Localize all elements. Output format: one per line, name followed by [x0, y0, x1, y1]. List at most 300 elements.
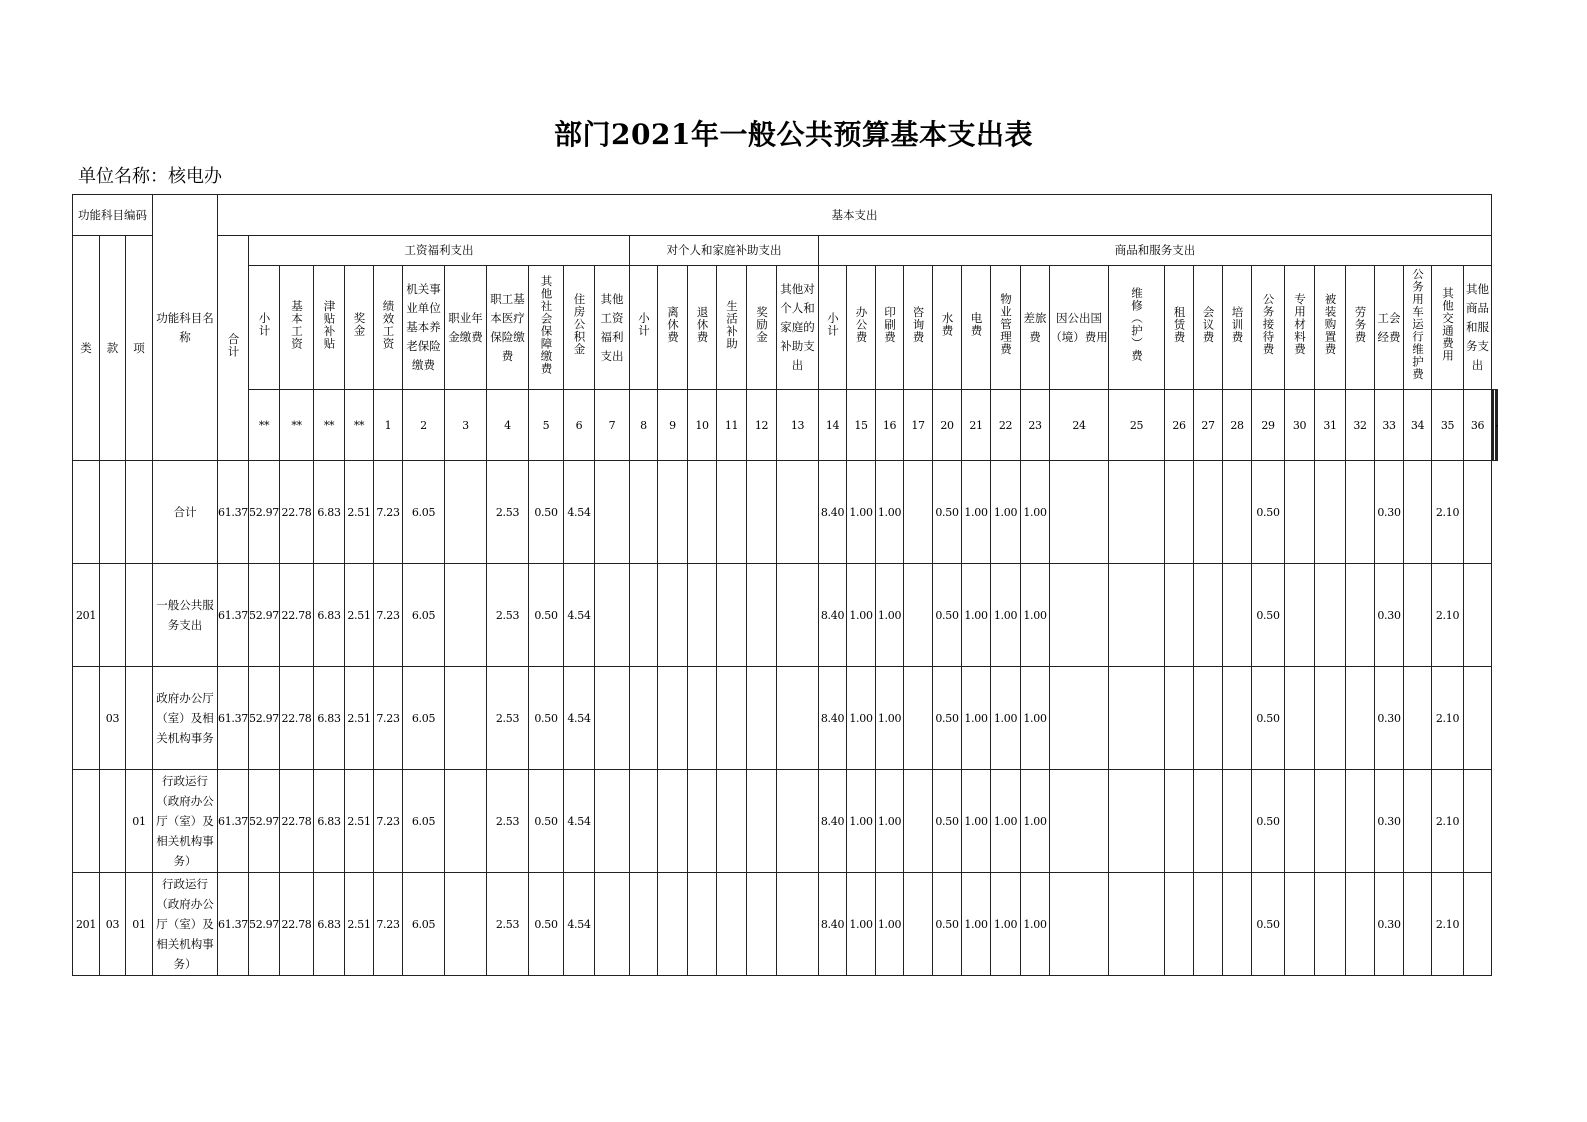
table-cell	[1464, 770, 1492, 873]
header-col-20	[876, 266, 904, 390]
table-cell-text: 1.00	[877, 505, 902, 519]
table-cell	[73, 461, 100, 564]
table-cell	[1109, 770, 1165, 873]
table-cell-text: 7.23	[376, 917, 400, 931]
table-cell	[1404, 461, 1432, 564]
table-cell	[1404, 564, 1432, 667]
table-cell	[445, 564, 487, 667]
table-cell	[1050, 461, 1109, 564]
header-col-13-text: 离休费	[666, 305, 681, 344]
table-cell	[280, 667, 314, 770]
header-col-27-text: 维修（护）费	[1130, 287, 1145, 362]
header-col-1	[249, 266, 280, 390]
row-func-name-text: 政府办公厅（室）及相关机构事务	[156, 691, 214, 745]
header-col-7	[445, 266, 487, 390]
table-cell-text: 1.00	[993, 505, 1018, 519]
table-cell	[1464, 564, 1492, 667]
index-cell-31-text: 30	[1292, 418, 1307, 432]
table-cell	[630, 461, 658, 564]
header-col-4	[345, 266, 374, 390]
table-cell	[819, 667, 847, 770]
header-col-28	[1165, 266, 1194, 390]
table-cell	[1223, 770, 1252, 873]
index-cell-10	[595, 390, 630, 461]
table-cell	[630, 667, 658, 770]
table-cell	[1285, 667, 1315, 770]
table-cell	[1021, 770, 1050, 873]
index-cell-36-text: 35	[1440, 418, 1455, 432]
table-cell	[1346, 770, 1375, 873]
table-cell-text: 61.37	[218, 608, 249, 622]
table-cell-text: 4.54	[567, 711, 591, 725]
header-col-6	[403, 266, 445, 390]
index-cell-2-text: **	[323, 418, 335, 432]
table-cell	[1165, 461, 1194, 564]
index-cell-11-text: 8	[640, 418, 647, 432]
table-cell-text: 1.00	[964, 505, 988, 519]
table-cell	[658, 564, 688, 667]
header-col-3-text: 津贴补贴	[322, 299, 337, 350]
table-cell	[100, 873, 126, 976]
table-cell	[403, 770, 445, 873]
table-cell-text: 0.50	[935, 505, 959, 519]
table-cell	[564, 564, 595, 667]
table-cell	[1165, 564, 1194, 667]
table-cell	[445, 461, 487, 564]
header-col-16-text: 奖励金	[755, 305, 770, 344]
table-cell	[1252, 873, 1285, 976]
table-cell	[991, 461, 1021, 564]
header-col-9	[529, 266, 564, 390]
header-col-36-text: 公务用车运行维护费	[1411, 268, 1426, 381]
header-col-5	[374, 266, 403, 390]
index-cell-15	[747, 390, 777, 461]
index-cell-33-text: 32	[1353, 418, 1367, 432]
index-cell-20-text: 17	[911, 418, 925, 432]
table-cell-text: 2.51	[347, 711, 371, 725]
table-cell-text: 0.50	[534, 814, 558, 828]
header-col-7-text: 职业年金缴费	[448, 310, 483, 344]
table-cell-text: 22.78	[281, 814, 312, 828]
table-cell-text: 03	[105, 917, 120, 931]
table-cell	[73, 564, 100, 667]
table-cell-text: 52.97	[249, 917, 280, 931]
table-cell-text: 2.53	[495, 814, 520, 828]
table-cell	[487, 667, 529, 770]
row-func-name	[153, 873, 218, 976]
header-col-5-text: 绩效工资	[381, 299, 396, 350]
table-cell-text: 6.05	[411, 917, 436, 931]
header-col-38-text: 其他商品和服务支出	[1466, 282, 1490, 372]
header-col-31-text: 公务接待费	[1261, 293, 1276, 356]
table-cell-text: 1.00	[964, 814, 988, 828]
index-cell-0	[249, 390, 280, 461]
table-cell	[218, 564, 249, 667]
table-cell	[487, 873, 529, 976]
table-cell-text: 0.30	[1377, 608, 1401, 622]
table-cell	[126, 770, 153, 873]
index-cell-16	[777, 390, 819, 461]
header-group-wage	[249, 236, 630, 266]
index-cell-29-text: 28	[1230, 418, 1244, 432]
index-cell-2	[314, 390, 345, 461]
table-cell	[1285, 461, 1315, 564]
index-cell-21-text: 20	[940, 418, 954, 432]
header-col-15-text: 生活补助	[725, 299, 740, 350]
header-col-13	[658, 266, 688, 390]
table-cell	[564, 667, 595, 770]
table-cell	[487, 564, 529, 667]
row-func-name	[153, 667, 218, 770]
table-cell	[747, 873, 777, 976]
table-cell-text: 2.53	[495, 505, 520, 519]
table-cell	[374, 770, 403, 873]
table-cell	[249, 667, 280, 770]
table-cell	[777, 770, 819, 873]
table-cell	[658, 770, 688, 873]
header-col-6-text: 机关事业单位基本养老保险缴费	[406, 282, 441, 372]
table-cell	[1464, 667, 1492, 770]
table-row	[73, 873, 1498, 976]
table-cell	[904, 461, 933, 564]
table-cell	[1432, 461, 1464, 564]
index-cell-11	[630, 390, 658, 461]
header-col-3	[314, 266, 345, 390]
table-cell	[564, 770, 595, 873]
table-cell	[345, 461, 374, 564]
header-col-17-text: 其他对个人和家庭的补助支出	[780, 282, 815, 372]
table-cell	[1223, 564, 1252, 667]
table-cell	[73, 667, 100, 770]
table-cell	[747, 770, 777, 873]
table-cell-text: 8.40	[820, 814, 845, 828]
table-cell-text: 1.00	[877, 608, 902, 622]
row-func-name-text: 合计	[173, 505, 197, 519]
table-cell	[991, 770, 1021, 873]
index-cell-25	[1050, 390, 1109, 461]
index-cell-22	[962, 390, 991, 461]
row-func-name	[153, 770, 218, 873]
table-cell	[345, 564, 374, 667]
table-cell-text: 6.83	[317, 608, 341, 622]
table-cell-text: 2.51	[347, 814, 371, 828]
header-col-23	[962, 266, 991, 390]
table-cell	[100, 667, 126, 770]
table-cell	[1165, 667, 1194, 770]
header-func-name-text: 功能科目名称	[156, 310, 214, 344]
table-cell	[630, 564, 658, 667]
table-cell-text: 22.78	[281, 505, 312, 519]
table-cell-text: 4.54	[567, 608, 591, 622]
table-cell	[1375, 770, 1404, 873]
table-cell	[1285, 770, 1315, 873]
index-cell-13-text: 10	[695, 418, 709, 432]
table-cell	[1375, 564, 1404, 667]
table-cell	[280, 873, 314, 976]
table-cell	[717, 873, 747, 976]
index-cell-23-text: 22	[998, 418, 1013, 432]
table-cell-text: 1.00	[964, 711, 988, 725]
table-cell	[1021, 873, 1050, 976]
index-cell-15-text: 12	[754, 418, 769, 432]
table-cell-text: 01	[132, 917, 146, 931]
table-cell	[688, 770, 717, 873]
index-cell-1	[280, 390, 314, 461]
table-cell-text: 61.37	[218, 814, 249, 828]
row-func-name	[153, 564, 218, 667]
index-cell-27-text: 26	[1172, 418, 1186, 432]
index-cell-26-text: 25	[1129, 418, 1144, 432]
header-total-text: 合计	[226, 332, 241, 358]
header-col-2	[280, 266, 314, 390]
row-func-name-text: 行政运行（政府办公厅（室）及相关机构事务）	[156, 877, 214, 971]
table-cell	[717, 770, 747, 873]
table-cell-text: 4.54	[567, 917, 591, 931]
header-col-10-text: 住房公积金	[572, 293, 587, 356]
index-cell-3-text: **	[353, 418, 365, 432]
index-cell-9-text: 6	[575, 418, 583, 432]
index-cell-35-text: 34	[1410, 418, 1425, 432]
table-cell	[847, 461, 876, 564]
table-cell	[487, 770, 529, 873]
table-cell	[374, 461, 403, 564]
row-func-name	[153, 461, 218, 564]
table-cell	[126, 564, 153, 667]
table-cell-text: 1.00	[849, 505, 873, 519]
table-cell	[1432, 873, 1464, 976]
table-row	[73, 564, 1498, 667]
header-group-personal	[630, 236, 819, 266]
table-cell	[218, 770, 249, 873]
table-cell-text: 1.00	[849, 711, 873, 725]
header-basic-expense-text: 基本支出	[831, 207, 878, 222]
table-cell	[1252, 461, 1285, 564]
table-cell	[314, 461, 345, 564]
table-cell	[1346, 461, 1375, 564]
table-cell	[1109, 873, 1165, 976]
table-cell	[777, 564, 819, 667]
table-cell	[1464, 461, 1492, 564]
header-col-8-text: 职工基本医疗保险缴费	[490, 291, 525, 363]
table-cell	[445, 667, 487, 770]
table-cell	[249, 770, 280, 873]
table-cell	[1252, 770, 1285, 873]
table-cell	[345, 770, 374, 873]
table-cell	[1432, 564, 1464, 667]
table-cell	[73, 873, 100, 976]
table-cell	[876, 667, 904, 770]
table-cell	[529, 873, 564, 976]
table-cell-text: 6.05	[411, 711, 436, 725]
table-cell	[564, 873, 595, 976]
table-cell-text: 6.83	[317, 814, 341, 828]
table-cell	[280, 770, 314, 873]
table-cell	[630, 873, 658, 976]
table-cell	[1432, 770, 1464, 873]
row-func-name-text: 一般公共服务支出	[156, 598, 214, 632]
table-cell-text: 1.00	[1023, 917, 1047, 931]
header-func-code-text: 功能科目编码	[78, 207, 147, 222]
table-cell	[1194, 461, 1223, 564]
header-col-34	[1346, 266, 1375, 390]
table-cell	[991, 564, 1021, 667]
table-cell	[595, 461, 630, 564]
index-cell-31	[1285, 390, 1315, 461]
header-col-36	[1404, 266, 1432, 390]
index-cell-21	[933, 390, 962, 461]
table-cell-text: 7.23	[376, 608, 400, 622]
index-cell-6	[445, 390, 487, 461]
index-cell-36	[1432, 390, 1464, 461]
table-cell	[1021, 461, 1050, 564]
header-col-27	[1109, 266, 1165, 390]
index-cell-19	[876, 390, 904, 461]
index-cell-24-text: 23	[1028, 418, 1042, 432]
table-cell-text: 201	[75, 608, 97, 622]
table-cell	[1432, 667, 1464, 770]
table-cell-text: 52.97	[249, 814, 280, 828]
table-cell-text: 0.50	[935, 814, 959, 828]
table-cell-text: 2.10	[1435, 814, 1460, 828]
header-col-24-text: 物业管理费	[999, 293, 1014, 356]
index-cell-12-text: 9	[669, 418, 676, 432]
header-group-wage-text: 工资福利支出	[404, 243, 474, 257]
table-cell	[1315, 564, 1346, 667]
table-cell-text: 2.10	[1435, 608, 1460, 622]
header-col-20-text: 印刷费	[883, 305, 898, 344]
table-cell	[1375, 873, 1404, 976]
table-cell	[1285, 873, 1315, 976]
table-cell-text: 6.83	[317, 711, 341, 725]
table-cell	[595, 667, 630, 770]
table-cell	[280, 564, 314, 667]
table-cell-text: 0.30	[1377, 711, 1401, 725]
table-cell	[1109, 667, 1165, 770]
table-cell	[991, 667, 1021, 770]
header-group-goods	[819, 236, 1492, 266]
table-cell	[876, 461, 904, 564]
table-cell	[1346, 564, 1375, 667]
index-cell-42-text	[1497, 419, 1498, 432]
table-cell	[717, 667, 747, 770]
header-col-32-text: 专用材料费	[1293, 293, 1308, 356]
table-cell	[904, 564, 933, 667]
table-cell	[962, 667, 991, 770]
index-cell-28	[1194, 390, 1223, 461]
table-cell-text: 0.30	[1377, 505, 1401, 519]
table-cell-text: 1.00	[1023, 814, 1047, 828]
table-cell-text: 2.51	[347, 917, 371, 931]
table-cell	[688, 461, 717, 564]
table-cell	[1346, 873, 1375, 976]
header-col-30	[1223, 266, 1252, 390]
table-cell-text: 6.83	[317, 505, 341, 519]
header-xiang	[126, 236, 153, 461]
header-col-33-text: 被装购置费	[1323, 293, 1338, 356]
table-cell-text: 6.05	[411, 505, 436, 519]
table-cell	[876, 564, 904, 667]
table-cell-text: 03	[105, 711, 120, 725]
index-cell-42	[1496, 390, 1497, 461]
header-col-33	[1315, 266, 1346, 390]
header-func-name	[153, 195, 218, 461]
index-cell-30-text: 29	[1261, 418, 1275, 432]
header-col-37-text: 其他交通费用	[1441, 287, 1456, 362]
header-col-19	[847, 266, 876, 390]
table-cell-text: 4.54	[567, 814, 591, 828]
table-cell	[529, 770, 564, 873]
index-cell-4	[374, 390, 403, 461]
table-cell	[100, 770, 126, 873]
index-cell-32-text: 31	[1323, 418, 1337, 432]
row-func-name-text: 行政运行（政府办公厅（室）及相关机构事务）	[156, 774, 214, 868]
table-cell	[819, 461, 847, 564]
table-cell	[933, 667, 962, 770]
table-cell	[1315, 873, 1346, 976]
table-cell	[847, 873, 876, 976]
table-cell	[1194, 873, 1223, 976]
header-col-18-text: 小计	[826, 312, 841, 337]
index-cell-14-text: 11	[724, 418, 739, 432]
table-cell	[1165, 770, 1194, 873]
header-col-31	[1252, 266, 1285, 390]
table-cell-text: 2.53	[495, 711, 520, 725]
table-cell	[1050, 564, 1109, 667]
table-cell-text: 201	[75, 917, 97, 931]
header-func-code	[73, 195, 153, 236]
index-cell-7-text: 4	[504, 418, 511, 432]
table-cell-text: 4.54	[567, 505, 591, 519]
header-kuan-text: 款	[106, 340, 119, 355]
header-col-32	[1285, 266, 1315, 390]
header-col-9-text: 其他社会保障缴费	[539, 274, 554, 375]
header-col-28-text: 租赁费	[1172, 305, 1187, 344]
table-cell	[595, 770, 630, 873]
header-col-1-text: 小计	[257, 312, 272, 337]
index-cell-5-text: 2	[420, 418, 427, 432]
table-cell	[991, 873, 1021, 976]
table-cell-text: 22.78	[281, 917, 312, 931]
table-cell	[529, 667, 564, 770]
table-cell	[933, 461, 962, 564]
header-col-25	[1021, 266, 1050, 390]
table-cell-text: 8.40	[820, 505, 845, 519]
index-cell-18	[847, 390, 876, 461]
table-cell-text: 2.10	[1435, 917, 1460, 931]
table-cell-text: 2.53	[495, 917, 520, 931]
table-cell	[314, 564, 345, 667]
header-col-19-text: 办公费	[854, 305, 869, 344]
table-cell	[374, 667, 403, 770]
header-col-25-text: 差旅费	[1023, 310, 1047, 344]
index-cell-37-text: 36	[1470, 418, 1485, 432]
header-col-22	[933, 266, 962, 390]
index-cell-25-text: 24	[1072, 418, 1086, 432]
index-cell-34	[1375, 390, 1404, 461]
table-cell	[847, 667, 876, 770]
table-cell-text: 1.00	[993, 608, 1018, 622]
table-cell-text: 0.50	[534, 608, 558, 622]
table-cell	[777, 461, 819, 564]
table-cell	[1021, 564, 1050, 667]
table-cell	[1165, 873, 1194, 976]
table-cell	[717, 461, 747, 564]
header-col-18	[819, 266, 847, 390]
page-title: 部门2021年一般公共预算基本支出表	[554, 118, 1033, 151]
header-col-16	[747, 266, 777, 390]
table-cell	[1404, 873, 1432, 976]
table-cell	[403, 873, 445, 976]
